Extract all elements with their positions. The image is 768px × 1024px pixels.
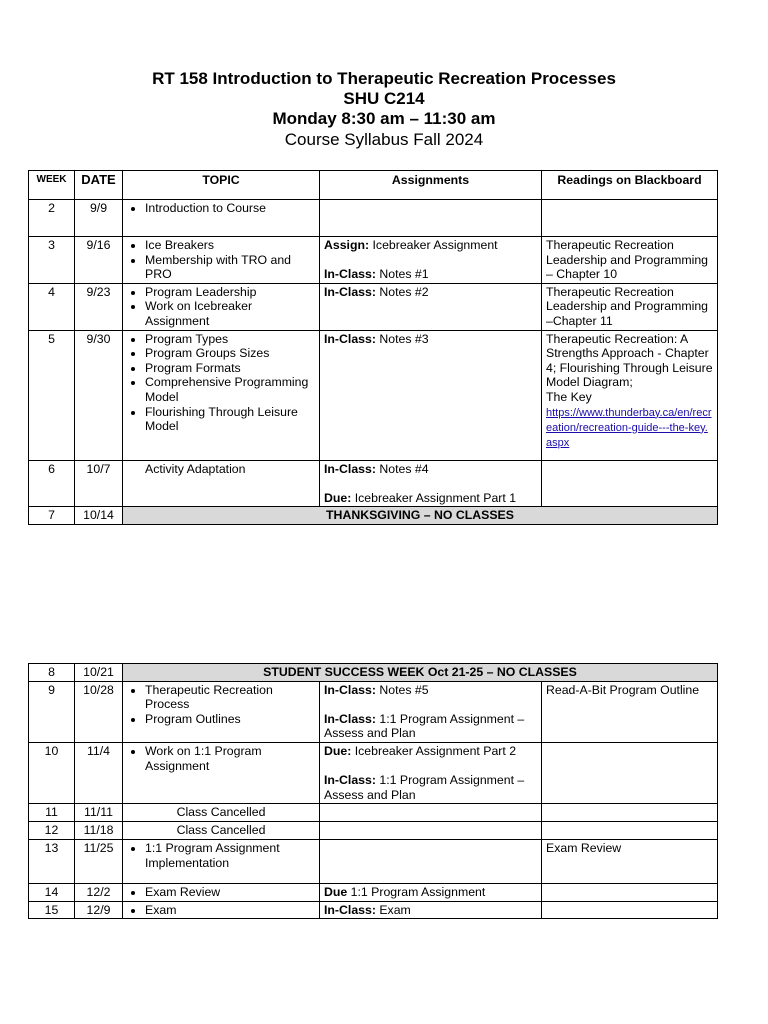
date-cell: 9/30 — [75, 330, 123, 460]
assignment-text: Notes #3 — [375, 331, 429, 346]
assignment-text: Icebreaker Assignment — [369, 238, 498, 252]
week-cell: 8 — [29, 664, 75, 682]
assignment-label: In-Class: — [324, 902, 376, 917]
week-cell: 3 — [29, 237, 75, 284]
assignment-text: Notes #4 — [375, 461, 429, 476]
week-cell: 6 — [29, 460, 75, 507]
table-row — [29, 839, 718, 883]
readings-cell: Therapeutic Recreation Leadership and Programming –Chapter 11 — [542, 283, 718, 330]
assignment-label: Due — [324, 884, 348, 899]
readings-cell — [542, 804, 718, 822]
assignment-text: Icebreaker Assignment Part 1 — [351, 490, 517, 505]
table-row — [29, 742, 718, 803]
week-cell: 5 — [29, 330, 75, 460]
readings-cell — [542, 200, 718, 237]
assignments-cell — [320, 804, 542, 822]
week-cell: 9 — [29, 681, 75, 742]
date-cell: 9/9 — [75, 200, 123, 237]
assignment-label: Due: — [324, 490, 352, 505]
readings-cell: Read-A-Bit Program Outline — [542, 681, 718, 742]
topic-cell — [123, 330, 320, 460]
reading-text: The Key — [546, 389, 592, 404]
date-cell: 12/9 — [75, 901, 123, 919]
week-cell: 4 — [29, 283, 75, 330]
topic-cell — [123, 237, 320, 284]
topic-cell — [123, 839, 320, 883]
table-row — [29, 200, 718, 237]
week-cell: 15 — [29, 901, 75, 919]
assignment-text: Icebreaker Assignment Part 2 — [351, 743, 517, 758]
assignments-cell — [320, 883, 542, 901]
date-cell: 11/11 — [75, 804, 123, 822]
assignment-label: In-Class: — [324, 331, 376, 346]
readings-cell — [542, 883, 718, 901]
assignment-text: Exam — [375, 902, 411, 917]
room-label: SHU C214 — [343, 89, 425, 108]
syllabus-header — [0, 68, 768, 150]
topic-item: • Program Formats — [145, 361, 315, 376]
topic-item: • Introduction to Course — [145, 201, 315, 216]
topic-item: • Program Outlines — [145, 712, 315, 727]
date-cell: 10/14 — [75, 507, 123, 525]
topic-cell — [123, 681, 320, 742]
assignments-column-header: Assignments — [320, 171, 542, 200]
topic-cell — [123, 883, 320, 901]
topic-item: • Program Types — [145, 332, 315, 347]
syllabus-subtitle: Course Syllabus Fall 2024 — [284, 130, 484, 149]
assignments-cell — [320, 200, 542, 237]
table-row — [29, 460, 718, 507]
date-cell: 10/28 — [75, 681, 123, 742]
assignment-text: Notes #2 — [375, 284, 429, 299]
date-cell: 11/4 — [75, 742, 123, 803]
topic-item: • Exam — [145, 903, 315, 918]
topic-item: • Program Groups Sizes — [145, 346, 315, 361]
topic-cell — [123, 283, 320, 330]
topic-item: • 1:1 Program Assignment Implementation — [145, 841, 315, 870]
assignments-cell — [320, 901, 542, 919]
assignment-label: Due: — [324, 743, 352, 758]
readings-cell — [542, 460, 718, 507]
date-cell: 10/7 — [75, 460, 123, 507]
week-cell: 11 — [29, 804, 75, 822]
table-row — [29, 822, 718, 840]
week-cell: 10 — [29, 742, 75, 803]
readings-cell — [542, 822, 718, 840]
date-cell: 9/23 — [75, 283, 123, 330]
topic-cell: Activity Adaptation — [123, 460, 320, 507]
assignments-cell — [320, 839, 542, 883]
topic-cell — [123, 901, 320, 919]
assignment-text: Notes #5 — [375, 682, 429, 697]
week-cell: 12 — [29, 822, 75, 840]
topic-column-header: TOPIC — [123, 171, 320, 200]
assignments-cell — [320, 822, 542, 840]
week-cell: 7 — [29, 507, 75, 525]
assignment-label: In-Class: — [324, 284, 376, 299]
topic-item: • Therapeutic Recreation Process — [145, 683, 315, 712]
schedule-table-1 — [28, 170, 718, 525]
topic-cell: Class Cancelled — [123, 804, 320, 822]
table-row — [29, 901, 718, 919]
assignment-text: 1:1 Program Assignment – Assess and Plan — [324, 773, 525, 802]
topic-item: • Exam Review — [145, 885, 315, 900]
readings-cell: Therapeutic Recreation Leadership and Programming – Chapter 10 — [542, 237, 718, 284]
table-row — [29, 681, 718, 742]
topic-item: • Program Leadership — [145, 285, 315, 300]
no-classes-banner: STUDENT SUCCESS WEEK Oct 21-25 – NO CLASSES — [123, 664, 718, 682]
assignment-label: Assign: — [324, 238, 370, 252]
the-key-link[interactable]: https://www.thunderbay.ca/en/recreation/recreation-guide---the-key.aspx — [546, 406, 712, 449]
table-row — [29, 283, 718, 330]
readings-column-header: Readings on Blackboard — [542, 171, 718, 200]
topic-item: • Membership with TRO and PRO — [145, 253, 315, 282]
course-title: RT 158 Introduction to Therapeutic Recreation Processes — [152, 69, 616, 88]
topic-item: • Comprehensive Programming Model — [145, 375, 315, 404]
assignments-cell — [320, 283, 542, 330]
table-header-row — [29, 171, 718, 200]
date-cell: 9/16 — [75, 237, 123, 284]
assignment-label: In-Class: — [324, 267, 376, 282]
assignment-text: Notes #1 — [375, 267, 429, 282]
date-cell: 11/25 — [75, 839, 123, 883]
date-cell: 10/21 — [75, 664, 123, 682]
assignments-cell — [320, 237, 542, 284]
table-row — [29, 883, 718, 901]
schedule-table-2 — [28, 663, 718, 919]
week-cell: 13 — [29, 839, 75, 883]
readings-cell: Exam Review — [542, 839, 718, 883]
topic-item: • Work on 1:1 Program Assignment — [145, 744, 315, 773]
assignment-label: In-Class: — [324, 773, 376, 788]
assignments-cell — [320, 681, 542, 742]
assignment-text: 1:1 Program Assignment – Assess and Plan — [324, 711, 525, 741]
date-cell: 12/2 — [75, 883, 123, 901]
table-row — [29, 507, 718, 525]
readings-cell — [542, 901, 718, 919]
readings-cell — [542, 330, 718, 460]
table-row — [29, 237, 718, 284]
topic-cell — [123, 742, 320, 803]
week-column-header: WEEK — [29, 171, 75, 200]
table-row — [29, 330, 718, 460]
topic-item: • Work on Icebreaker Assignment — [145, 299, 315, 328]
topic-cell: Class Cancelled — [123, 822, 320, 840]
reading-text: Therapeutic Recreation: A Strengths Approach - Chapter 4; Flourishing Through Leisure Model Diagram; — [546, 331, 713, 390]
assignment-label: In-Class: — [324, 682, 376, 697]
topic-cell — [123, 200, 320, 237]
table-row — [29, 664, 718, 682]
date-cell: 11/18 — [75, 822, 123, 840]
date-column-header: DATE — [75, 171, 123, 200]
table-row — [29, 804, 718, 822]
class-time: Monday 8:30 am – 11:30 am — [272, 109, 496, 128]
topic-item: • Flourishing Through Leisure Model — [145, 405, 315, 434]
week-cell: 14 — [29, 883, 75, 901]
assignments-cell — [320, 460, 542, 507]
no-classes-banner: THANKSGIVING – NO CLASSES — [123, 507, 718, 525]
assignments-cell — [320, 330, 542, 460]
assignments-cell — [320, 742, 542, 803]
readings-cell — [542, 742, 718, 803]
assignment-text: 1:1 Program Assignment — [347, 884, 486, 899]
assignment-label: In-Class: — [324, 461, 376, 476]
week-cell: 2 — [29, 200, 75, 237]
assignment-label: In-Class: — [324, 711, 376, 726]
topic-item: • Ice Breakers — [145, 238, 315, 253]
